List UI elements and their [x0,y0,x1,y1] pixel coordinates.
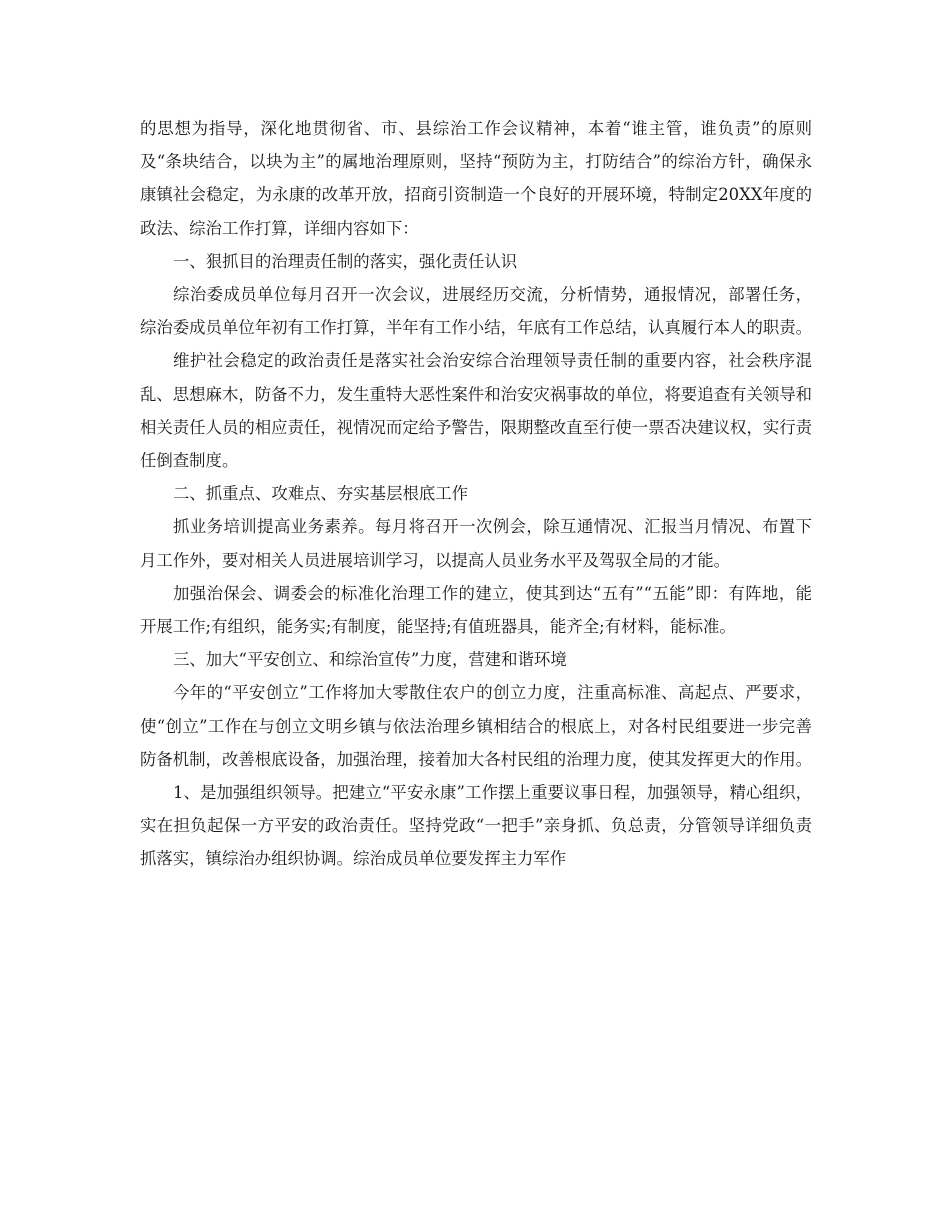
paragraph-intro: 的思想为指导，深化地贯彻省、市、县综治工作会议精神，本着“谁主管，谁负责”的原则及“条块结合，以块为主”的属地治理原则，坚持“预防为主，打防结合”的综治方针，确保永康镇社会稳定，为永康的改革开放，招商引资制造一个良好的开展环境，特制定20XX年度的政法、综治工作打算，详细内容如下： [140,119,812,238]
paragraph-standardization: 加强治保会、调委会的标准化治理工作的建立，使其到达“五有”“五能”即：有阵地，能开展工作;有组织，能务实;有制度，能坚持;有值班器具，能齐全;有材料，能标准。 [140,583,812,637]
paragraph-political-responsibility: 维护社会稳定的政治责任是落实社会治安综合治理领导责任制的重要内容，社会秩序混乱、思想麻木，防备不力，发生重特大恶性案件和治安灾祸事故的单位，将要追查有关领导和相关责任人员的相应责任，视情况而定给予警告，限期整改直至行使一票否决建议权，实行责任倒查制度。 [140,351,813,471]
paragraph-organization-leadership: 1、是加强组织领导。把建立“平安永康”工作摆上重要议事日程，加强领导，精心组织，实在担负起保一方平安的政治责任。坚持党政“一把手”亲身抓、负总责，分管领导详细负责抓落实，镇综治办组织协调。综治成员单位要发挥主力军作 [140,783,812,869]
document-body [140,112,812,876]
paragraph-monthly-meetings: 综治委成员单位每月召开一次会议，进展经历交流，分析情势，通报情况，部署任务，综治委成员单位年初有工作打算，半年有工作小结，年底有工作总结，认真履行本人的职责。 [140,285,813,338]
paragraph-business-training: 抓业务培训提高业务素养。每月将召开一次例会，除互通情况、汇报当月情况、布置下月工作外，要对相关人员进展培训学习，以提高人员业务水平及驾驭全局的才能。 [140,517,812,570]
heading-section-2: 二、抓重点、攻难点、夯实基层根底工作 [173,484,469,504]
paragraph-safety-creation: 今年的“平安创立”工作将加大零散住农户的创立力度，注重高标准、高起点、严要求，使“创立”工作在与创立文明乡镇与依法治理乡镇相结合的根底上，对各村民组要进一步完善防备机制，改善根底设备，加强治理，接着加大各村民组的治理力度，使其发挥更大的作用。 [140,683,813,769]
heading-section-3: 三、加大“平安创立、和综治宣传”力度，营建和谐环境 [173,650,567,670]
heading-section-1: 一、狠抓目的治理责任制的落实，强化责任认识 [173,251,518,271]
